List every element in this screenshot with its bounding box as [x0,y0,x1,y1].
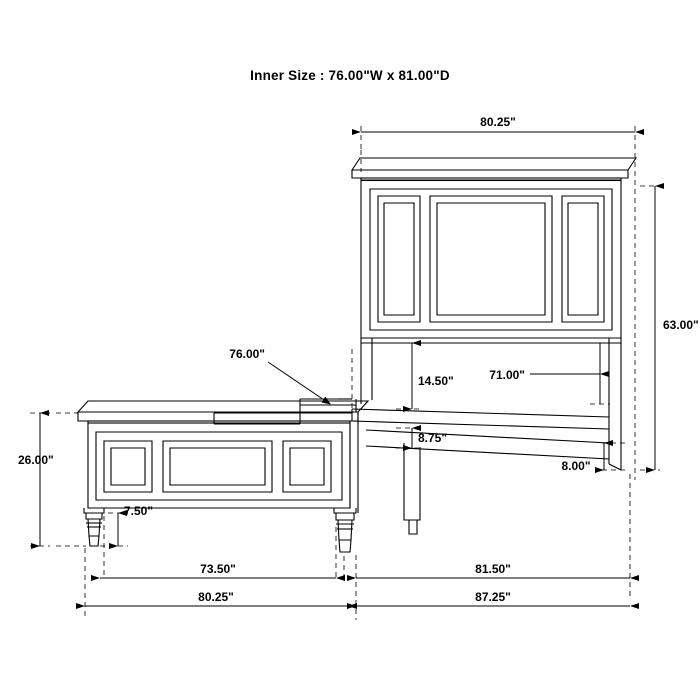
headboard-post-right-foot [609,464,621,470]
label-rail-to-headboard: 14.50" [418,374,454,388]
footboard-leg-left-foot [89,536,99,546]
headboard-panel-center [430,196,552,322]
label-headboard-width-top: 80.25" [480,115,516,129]
footboard-frame-inset [96,432,342,500]
side-rail-group [214,399,609,534]
side-rail-near-top [366,430,609,443]
footboard-leg-right-foot [339,540,351,552]
rail-leg-center [404,443,420,520]
headboard-panel-center-inner [437,203,545,315]
label-headboard-height: 63.00" [663,318,699,332]
footboard-leg-left-collar [86,513,102,519]
label-headboard-panel-height: 71.00" [489,368,525,382]
headboard-group [352,158,636,470]
footboard-crown [78,401,368,412]
label-footboard-leg: 7.50" [124,504,154,518]
headboard-panel-right-inner [568,203,598,315]
label-side-length-bottom: 81.50" [475,562,511,576]
extension-lines [56,126,635,620]
rail-leg-center-foot [409,520,417,534]
footboard-leg-right-taper [338,520,352,540]
headboard-panel-left-inner [384,203,414,315]
leader-76-00 [268,362,330,404]
footboard-body [88,423,350,508]
label-overall-footboard-width: 80.25" [198,590,234,604]
footboard-leg-left-top [84,508,104,513]
label-mattress-width: 76.00" [229,347,265,361]
headboard-frame-inset [370,189,612,330]
footboard-panel-center-inner [170,448,265,485]
label-floor-clearance: 8.00" [561,459,591,473]
label-rail-height-lower: 8.75" [418,431,448,445]
dimension-lines [30,132,660,606]
side-rail-top-far [352,409,609,417]
side-rail-near-bottom [366,446,609,459]
footboard-leg-right-top [334,508,356,513]
footboard-panel-left-inner [111,448,145,485]
headboard-body [361,180,621,338]
footboard-leg-right-collar [336,513,354,520]
page-title: Inner Size : 76.00"W x 81.00"D [250,68,450,83]
side-rail-bottom-far [352,421,609,429]
label-overall-side-length: 87.25" [475,590,511,604]
footboard-panel-right-inner [290,448,324,485]
dimension-labels [18,115,699,604]
label-footboard-width-bottom: 73.50" [200,562,236,576]
headboard-crown [352,158,636,170]
label-footboard-height: 26.00" [18,453,54,467]
headboard-crown-lip [352,170,628,178]
footboard-panel-center [163,441,272,492]
